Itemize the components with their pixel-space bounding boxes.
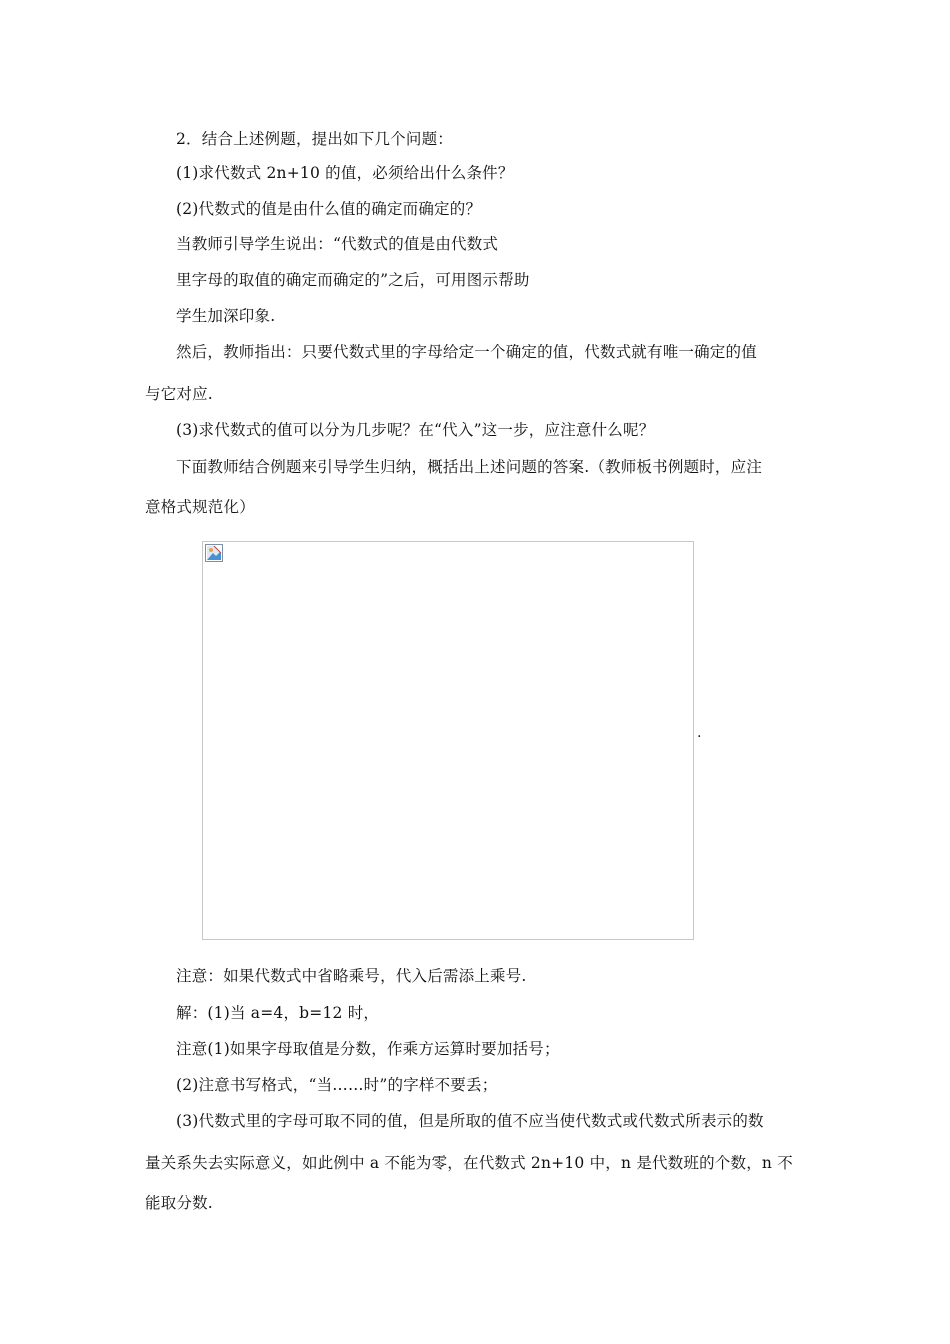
solution-line: 解：(1)当 a=4，b=12 时，: [176, 1004, 380, 1022]
paragraph-teacher-guide-line3: 学生加深印象.: [176, 307, 276, 325]
note-multiplication-sign: 注意：如果代数式中省略乘号，代入后需添上乘号.: [176, 967, 527, 985]
note-meaning-line1: (3)代数式里的字母可取不同的值，但是所取的值不应当使代数式或代数式所表示的数: [176, 1112, 764, 1130]
paragraph-teacher-points-line1: 然后，教师指出：只要代数式里的字母给定一个确定的值，代数式就有唯一确定的值: [176, 343, 757, 361]
paragraph-example-line2: 意格式规范化）: [145, 498, 255, 516]
paragraph-questions-intro: 2．结合上述例题，提出如下几个问题：: [176, 130, 453, 148]
note-meaning-line3: 能取分数.: [145, 1194, 213, 1212]
note-writing-format: (2)注意书写格式，“当……时”的字样不要丢；: [176, 1076, 498, 1094]
broken-image-icon: [205, 544, 223, 562]
paragraph-teacher-points-line2: 与它对应.: [145, 385, 213, 403]
paragraph-teacher-guide-line1: 当教师引导学生说出：“代数式的值是由代数式: [176, 235, 499, 253]
paragraph-teacher-guide-line2: 里字母的取值的确定而确定的”之后，可用图示帮助: [176, 271, 530, 289]
note-meaning-line2: 量关系失去实际意义，如此例中 a 不能为零，在代数式 2n+10 中，n 是代数班的个数，n 不: [145, 1154, 793, 1172]
question-3: (3)求代数式的值可以分为几步呢？在“代入”这一步，应注意什么呢？: [176, 421, 655, 439]
figure-image-placeholder: [202, 541, 694, 940]
note-fraction-brackets: 注意(1)如果字母取值是分数，作乘方运算时要加括号；: [176, 1040, 560, 1058]
paragraph-example-line1: 下面教师结合例题来引导学生归纳，概括出上述问题的答案.（教师板书例题时，应注: [176, 458, 763, 476]
question-1: (1)求代数式 2n+10 的值，必须给出什么条件？: [176, 164, 514, 182]
question-2: (2)代数式的值是由什么值的确定而确定的？: [176, 200, 482, 218]
figure-trailing-period: .: [697, 725, 702, 741]
